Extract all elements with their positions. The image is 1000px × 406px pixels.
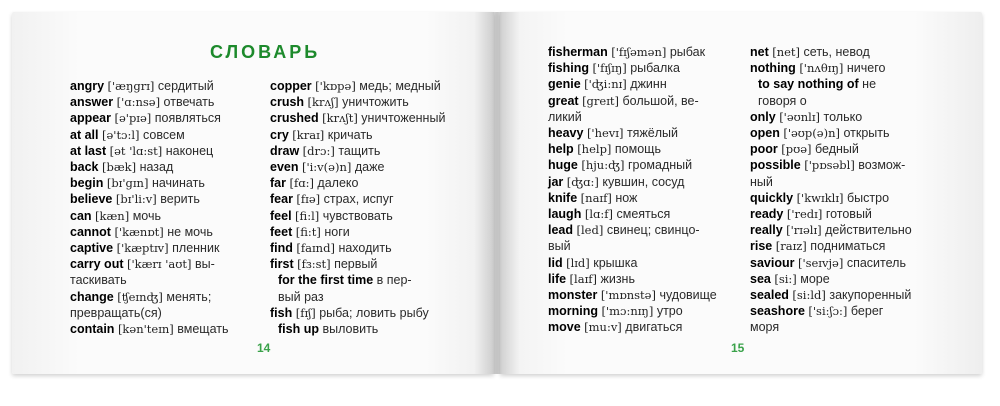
entry-translation: находить [338, 241, 392, 256]
entry-word: first [270, 257, 294, 272]
entry-transcription: ['kænɒt] [114, 224, 164, 239]
glossary-entry [750, 238, 950, 254]
entry-transcription: ['redɪ] [786, 207, 823, 222]
entry-transcription: [fɪə] [296, 192, 321, 207]
entry-translation: джинн [630, 77, 667, 92]
entry-translation: таскивать [70, 273, 127, 288]
entry-transcription: [drɔ:] [302, 143, 335, 158]
entry-translation: кричать [327, 127, 373, 142]
glossary-entry [548, 174, 738, 190]
glossary-entry [70, 240, 260, 256]
entry-word: can [70, 208, 92, 223]
glossary-entry [70, 256, 260, 272]
glossary-entry [70, 272, 260, 288]
entry-translation: ный [750, 174, 773, 189]
entry-transcription: [pʊə] [781, 142, 812, 157]
glossary-entry [548, 60, 738, 76]
entry-word: change [70, 289, 114, 304]
entry-translation: медь; медный [359, 79, 441, 93]
glossary-entry [270, 191, 480, 207]
entry-transcription: [raɪz] [775, 239, 807, 254]
glossary-entry [750, 141, 950, 157]
entry-transcription: ['hevɪ] [586, 126, 624, 141]
entry-transcription: [lɑ:f] [584, 207, 613, 222]
entry-word: copper [270, 79, 312, 93]
entry-transcription: [ət 'lɑ:st] [109, 143, 163, 158]
entry-transcription: ['ɑ:nsə] [116, 95, 161, 110]
entry-word: move [548, 320, 581, 335]
entry-transcription: ['əʊnlɪ] [779, 109, 821, 124]
glossary-entry [750, 93, 950, 109]
entry-translation: ликий [548, 109, 582, 124]
entry-word: quickly [750, 190, 794, 205]
entry-word: cry [270, 127, 289, 142]
glossary-entry [750, 206, 950, 222]
entry-word: possible [750, 158, 801, 173]
glossary-entry [750, 109, 950, 125]
entry-translation: сердитый [157, 79, 214, 93]
entry-translation: страх, испуг [323, 192, 394, 207]
glossary-entry [548, 287, 738, 303]
glossary-entry [548, 222, 738, 238]
glossary-entry [548, 141, 738, 157]
entry-translation: вый [548, 239, 571, 254]
glossary-entry [270, 159, 480, 175]
glossary-entry [270, 110, 480, 126]
glossary-entry [270, 321, 480, 337]
entry-word: fish [270, 305, 293, 320]
entry-word: great [548, 93, 579, 108]
glossary-entry [750, 319, 950, 335]
glossary-entry [270, 127, 480, 143]
entry-translation: мочь [132, 208, 161, 223]
entry-translation: верить [160, 192, 200, 207]
entry-word: fisherman [548, 45, 608, 59]
entry-transcription: ['rɪəlɪ] [786, 223, 822, 238]
entry-transcription: [fɪʃ] [295, 305, 316, 320]
entry-transcription: ['fɪʃəmən] [611, 45, 667, 59]
glossary-entry [70, 191, 260, 207]
glossary-entry [270, 272, 480, 288]
glossary-entry [548, 109, 738, 125]
entry-translation: жизнь [600, 271, 635, 286]
entry-transcription: [kæn] [95, 208, 130, 223]
glossary-entry [750, 174, 950, 190]
glossary-entry [270, 143, 480, 159]
entry-translation: уничтоженный [361, 111, 446, 126]
entry-word: lid [548, 255, 563, 270]
entry-word: seashore [750, 304, 805, 319]
entry-translation: утро [656, 304, 683, 319]
entry-word: morning [548, 304, 598, 319]
glossary-entry [70, 305, 260, 321]
entry-translation: двигаться [625, 320, 683, 335]
entry-translation: в пер- [376, 273, 412, 288]
entry-word: appear [70, 111, 111, 126]
entry-translation: вы- [194, 257, 215, 272]
entry-translation: чувствовать [322, 208, 393, 223]
entry-transcription: [si:ld] [792, 288, 826, 303]
entry-transcription: [si:] [774, 271, 797, 286]
entry-translation: не [862, 77, 877, 92]
entry-translation: рыбалка [630, 61, 680, 76]
entry-word: only [750, 109, 776, 124]
glossary-entry [270, 256, 480, 272]
entry-transcription: ['kæptɪv] [116, 241, 169, 256]
glossary-entry [70, 110, 260, 126]
entry-translation: далеко [317, 176, 359, 191]
entry-translation: только [823, 109, 863, 124]
entry-word: answer [70, 95, 114, 110]
entry-word: lead [548, 223, 574, 238]
entry-translation: возмож- [858, 158, 906, 173]
entry-word: draw [270, 143, 300, 158]
entry-translation: море [800, 271, 830, 286]
entry-transcription: ['fɪʃɪŋ] [592, 61, 627, 76]
glossary-column-3 [548, 44, 738, 336]
glossary-entry [750, 44, 950, 60]
page-number-left: 14 [257, 341, 271, 355]
entry-transcription: [net] [772, 45, 801, 59]
entry-word: help [548, 142, 574, 157]
glossary-entry [270, 224, 480, 240]
entry-word: captive [70, 241, 114, 256]
entry-transcription: [mu:v] [584, 320, 622, 335]
entry-transcription: ['mɔ:nɪŋ] [601, 304, 654, 319]
entry-transcription: [ʧeɪnʤ] [117, 289, 163, 304]
glossary-entry [548, 44, 738, 60]
glossary-entry [270, 208, 480, 224]
glossary-entry [70, 175, 260, 191]
entry-transcription: [ʤɑ:] [566, 174, 599, 189]
entry-translation: громадный [627, 158, 693, 173]
glossary-entry [548, 76, 738, 92]
entry-transcription: [krʌʃt] [322, 111, 358, 126]
glossary-entry [70, 94, 260, 110]
glossary-entry [70, 143, 260, 159]
entry-transcription: [hju:ʤ] [581, 158, 625, 173]
entry-transcription: ['kærɪ 'aʊt] [126, 257, 192, 272]
entry-transcription: ['ʤi:nɪ] [584, 77, 627, 92]
entry-translation: чудовище [659, 288, 717, 303]
glossary-entry [548, 206, 738, 222]
glossary-entry [70, 159, 260, 175]
glossary-column-4 [750, 44, 950, 336]
entry-transcription: ['nʌθɪŋ] [799, 61, 844, 76]
entry-translation: пленник [172, 241, 220, 256]
entry-transcription: [kraɪ] [292, 127, 325, 142]
entry-word: really [750, 223, 783, 238]
entry-word: ready [750, 207, 784, 222]
glossary-entry [270, 78, 480, 94]
entry-transcription: [naɪf] [580, 190, 612, 205]
glossary-entry [750, 76, 950, 92]
entry-word: rise [750, 239, 773, 254]
entry-translation: бедный [815, 142, 859, 157]
entry-transcription: ['æŋgrɪ] [107, 79, 155, 93]
entry-translation: превращать(ся) [70, 305, 162, 320]
entry-transcription: [bæk] [101, 160, 137, 175]
entry-translation: вый раз [278, 289, 324, 304]
entry-transcription: [fi:l] [295, 208, 320, 223]
entry-word: even [270, 160, 299, 175]
entry-transcription: ['i:v(ə)n] [301, 160, 352, 175]
entry-translation: менять; [166, 289, 212, 304]
entry-word: begin [70, 176, 104, 191]
glossary-entry [270, 305, 480, 321]
entry-transcription: [bɪ'li:v] [115, 192, 157, 207]
entry-translation: тащить [338, 143, 381, 158]
entry-word: to say nothing of [758, 77, 859, 92]
entry-translation: закупоренный [829, 288, 912, 303]
entry-transcription: ['seɪvjə] [797, 255, 844, 270]
entry-translation: тяжёлый [626, 126, 679, 141]
entry-transcription: [fɑ:] [289, 176, 314, 191]
glossary-column-2 [270, 78, 480, 337]
glossary-entry [750, 125, 950, 141]
glossary-entry [70, 208, 260, 224]
entry-transcription: [ə'pɪə] [114, 111, 152, 126]
entry-word: at all [70, 127, 99, 142]
entry-transcription: [lɪd] [566, 255, 590, 270]
glossary-entry [750, 271, 950, 287]
entry-translation: открыть [843, 126, 890, 141]
entry-transcription: [led] [576, 223, 604, 238]
entry-translation: ничего [846, 61, 886, 76]
glossary-entry [70, 289, 260, 305]
glossary-entry [548, 303, 738, 319]
entry-transcription: [kən'teɪn] [117, 322, 174, 337]
glossary-entry [548, 238, 738, 254]
entry-word: carry out [70, 257, 124, 272]
entry-translation: моря [750, 320, 780, 335]
entry-word: huge [548, 158, 578, 173]
entry-word: heavy [548, 126, 584, 141]
entry-translation: спаситель [846, 255, 906, 270]
entry-transcription: [fɜ:st] [297, 257, 331, 272]
entry-word: fishing [548, 61, 589, 76]
entry-transcription: ['kwɪklɪ] [796, 190, 844, 205]
glossary-entry [548, 93, 738, 109]
entry-translation: готовый [825, 207, 872, 222]
entry-transcription: ['si:ʃɔ:] [808, 304, 848, 319]
entry-word: genie [548, 77, 581, 92]
entry-translation: подниматься [810, 239, 886, 254]
entry-transcription: [bɪ'gɪn] [106, 176, 149, 191]
glossary-entry [70, 127, 260, 143]
entry-translation: быстро [847, 190, 890, 205]
glossary-entry [270, 175, 480, 191]
entry-transcription: [fi:t] [295, 224, 321, 239]
entry-transcription: ['pɒsəbl] [804, 158, 855, 173]
entry-translation: помощь [614, 142, 661, 157]
glossary-entry [750, 303, 950, 319]
entry-word: jar [548, 174, 564, 189]
entry-translation: смеяться [616, 207, 671, 222]
entry-translation: даже [354, 160, 385, 175]
entry-transcription: [faɪnd] [296, 241, 335, 256]
entry-word: open [750, 126, 780, 141]
entry-word: laugh [548, 207, 582, 222]
glossary-entry [70, 321, 260, 337]
entry-translation: не мочь [167, 224, 213, 239]
glossary-entry [750, 190, 950, 206]
entry-word: feel [270, 208, 292, 223]
glossary-entry [750, 255, 950, 271]
entry-word: angry [70, 79, 105, 93]
entry-word: back [70, 160, 99, 175]
entry-word: crushed [270, 111, 319, 126]
entry-transcription: ['əʊp(ə)n] [783, 126, 840, 141]
entry-word: sealed [750, 288, 789, 303]
entry-translation: нож [615, 190, 638, 205]
entry-word: life [548, 271, 567, 286]
entry-translation: начинать [151, 176, 205, 191]
entry-translation: говоря о [758, 93, 807, 108]
entry-translation: свинец; свинцо- [606, 223, 700, 238]
entry-word: knife [548, 190, 578, 205]
glossary-entry [548, 157, 738, 173]
entry-word: crush [270, 95, 305, 110]
entry-word: at last [70, 143, 107, 158]
entry-word: for the first time [278, 273, 374, 288]
glossary-entry [270, 94, 480, 110]
entry-word: fish up [278, 322, 319, 337]
glossary-entry [750, 287, 950, 303]
glossary-entry [750, 222, 950, 238]
entry-word: sea [750, 271, 771, 286]
entry-transcription: ['kɒpə] [315, 79, 356, 93]
entry-word: net [750, 45, 769, 59]
entry-translation: появляться [154, 111, 221, 126]
entry-transcription: [ə'tɔ:l] [101, 127, 140, 142]
page-number-right: 15 [731, 341, 745, 355]
entry-word: find [270, 241, 293, 256]
entry-translation: наконец [165, 143, 214, 158]
entry-transcription: [krʌʃ] [307, 95, 339, 110]
entry-word: fear [270, 192, 293, 207]
entry-translation: совсем [143, 127, 185, 142]
book-spine [474, 12, 520, 374]
entry-translation: крышка [593, 255, 638, 270]
entry-word: far [270, 176, 286, 191]
glossary-column-1 [70, 78, 260, 337]
entry-word: contain [70, 322, 115, 337]
entry-translation: большой, ве- [622, 93, 699, 108]
glossary-entry [548, 190, 738, 206]
entry-transcription: [laɪf] [569, 271, 597, 286]
entry-word: nothing [750, 61, 796, 76]
entry-translation: рыба; ловить рыбу [319, 305, 429, 320]
entry-transcription: [greɪt] [582, 93, 619, 108]
entry-translation: действительно [825, 223, 912, 238]
glossary-entry [548, 125, 738, 141]
entry-translation: уничтожить [342, 95, 409, 110]
entry-word: feet [270, 224, 293, 239]
entry-translation: вмещать [177, 322, 229, 337]
glossary-entry [70, 224, 260, 240]
glossary-entry [270, 289, 480, 305]
glossary-entry [750, 60, 950, 76]
entry-translation: кувшин, сосуд [602, 174, 685, 189]
entry-word: monster [548, 288, 598, 303]
entry-transcription: [help] [577, 142, 612, 157]
glossary-entry [548, 319, 738, 335]
entry-transcription: ['mɒnstə] [600, 288, 656, 303]
page-title: СЛОВАРЬ [210, 42, 321, 62]
glossary-entry [750, 157, 950, 173]
entry-translation: сеть, невод [803, 45, 870, 59]
entry-word: believe [70, 192, 113, 207]
entry-word: cannot [70, 224, 111, 239]
entry-translation: назад [139, 160, 174, 175]
entry-word: poor [750, 142, 778, 157]
entry-translation: берег [850, 304, 884, 319]
glossary-entry [548, 271, 738, 287]
entry-translation: ноги [324, 224, 350, 239]
glossary-entry [548, 255, 738, 271]
glossary-entry [70, 78, 260, 94]
entry-word: saviour [750, 255, 795, 270]
entry-translation: рыбак [669, 45, 706, 59]
entry-translation: выловить [322, 322, 379, 337]
glossary-entry [270, 240, 480, 256]
entry-translation: первый [334, 257, 378, 272]
entry-translation: отвечать [163, 95, 215, 110]
